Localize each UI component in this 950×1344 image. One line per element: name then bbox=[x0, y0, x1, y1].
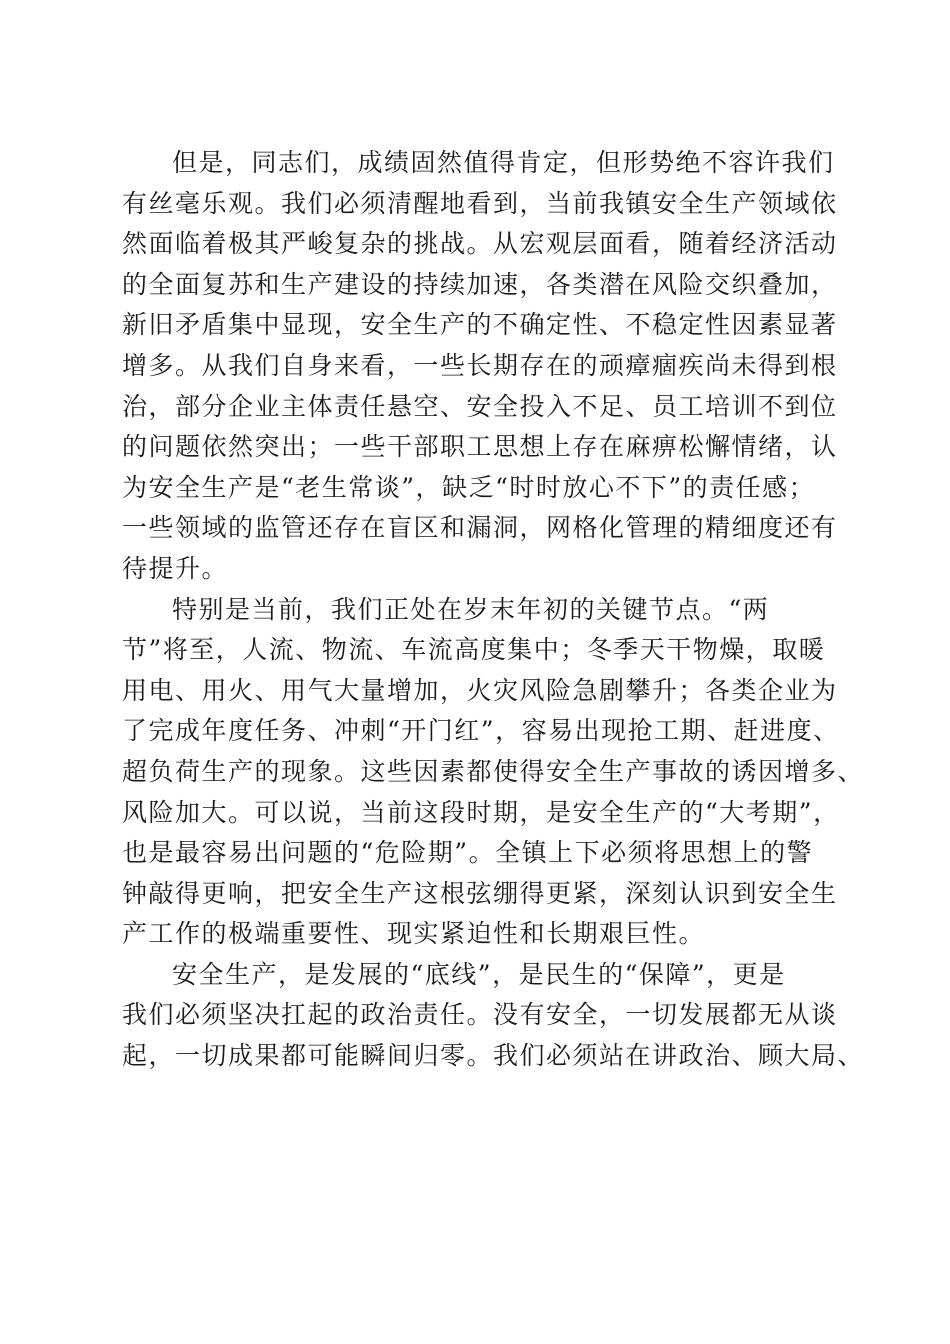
paragraph-3 bbox=[122, 955, 865, 1077]
text-line: 风险加大。可以说，当前这段时期，是安全生产的“大考期”， bbox=[122, 797, 840, 827]
text-line: 我们必须坚决扛起的政治责任。没有安全，一切发展都无从谈 bbox=[122, 1000, 838, 1030]
text-line: 治，部分企业主体责任悬空、安全投入不足、员工培训不到位 bbox=[122, 391, 838, 421]
paragraph-1 bbox=[122, 143, 838, 590]
text-line: 待提升。 bbox=[122, 553, 229, 583]
document-body bbox=[122, 143, 865, 1077]
text-line: 用电、用火、用气大量增加，火灾风险急剧攀升；各类企业为 bbox=[122, 675, 838, 705]
text-line: 为安全生产是“老生常谈”，缺乏“时时放心不下”的责任感； bbox=[122, 472, 816, 502]
text-line: 安全生产，是发展的“底线”，是民生的“保障”，更是 bbox=[172, 959, 786, 989]
text-line: 起，一切成果都可能瞬间归零。我们必须站在讲政治、顾大局、 bbox=[122, 1041, 865, 1071]
text-line: 有丝毫乐观。我们必须清醒地看到，当前我镇安全生产领域依 bbox=[122, 188, 838, 218]
text-line: 但是，同志们，成绩固然值得肯定，但形势绝不容许我们 bbox=[172, 148, 835, 177]
text-line: 新旧矛盾集中显现，安全生产的不确定性、不稳定性因素显著 bbox=[122, 310, 838, 340]
text-line: 一些领域的监管还存在盲区和漏洞，网格化管理的精细度还有 bbox=[122, 513, 838, 543]
text-line: 特别是当前，我们正处在岁末年初的关键节点。“两 bbox=[172, 594, 770, 624]
text-line: 了完成年度任务、冲刺“开门红”，容易出现抢工期、赶进度、 bbox=[122, 716, 840, 746]
text-line: 的问题依然突出；一些干部职工思想上存在麻痹松懈情绪，认 bbox=[122, 432, 838, 462]
text-line: 增多。从我们自身来看，一些长期存在的顽瘴痼疾尚未得到根 bbox=[122, 350, 838, 380]
text-line: 产工作的极端重要性、现实紧迫性和长期艰巨性。 bbox=[122, 919, 706, 949]
text-line: 然面临着极其严峻复杂的挑战。从宏观层面看，随着经济活动 bbox=[122, 229, 838, 259]
text-line: 也是最容易出问题的“危险期”。全镇上下必须将思想上的警 bbox=[122, 838, 814, 868]
text-line: 超负荷生产的现象。这些因素都使得安全生产事故的诱因增多、 bbox=[122, 756, 865, 786]
text-line: 钟敲得更响，把安全生产这根弦绷得更紧，深刻认识到安全生 bbox=[122, 878, 838, 908]
text-line: 的全面复苏和生产建设的持续加速，各类潜在风险交织叠加， bbox=[122, 269, 838, 299]
paragraph-2 bbox=[122, 590, 865, 955]
text-line: 节”将至，人流、物流、车流高度集中；冬季天干物燥，取暖 bbox=[122, 635, 826, 665]
